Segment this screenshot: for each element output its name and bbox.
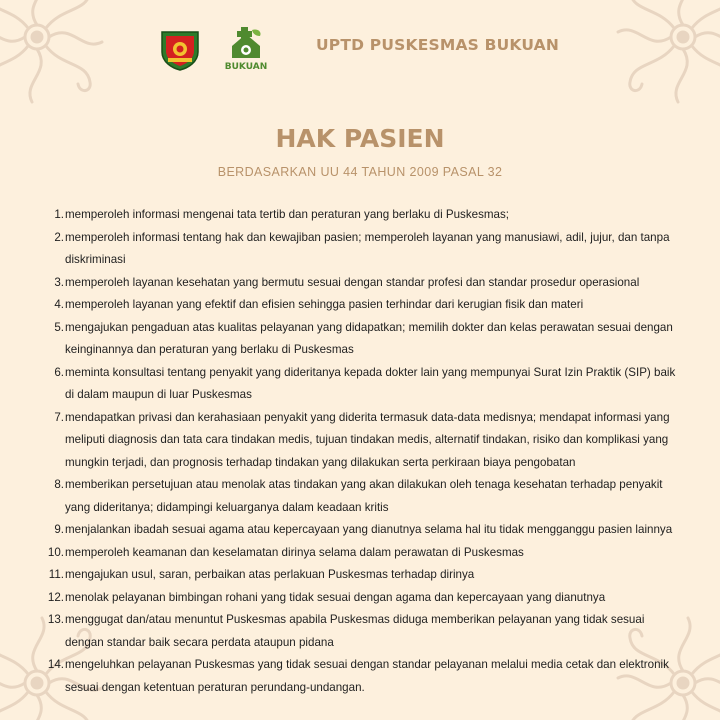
corner-ornament-top-left	[0, 0, 112, 112]
item-number: 11.	[48, 568, 64, 581]
list-item	[36, 204, 676, 227]
list-item	[36, 294, 676, 317]
item-text: menggugat dan/atau menuntut Puskesmas apabila Puskesmas diduga memberikan pelayanan yang tidak sesuai dengan standar baik secara perdata ataupun pidana	[65, 613, 645, 649]
logo-text: BUKUAN	[224, 62, 268, 72]
patient-rights-list	[36, 204, 676, 699]
list-item	[36, 609, 676, 654]
item-number: 9.	[54, 523, 64, 536]
list-item	[36, 362, 676, 407]
page-subtitle: BERDASARKAN UU 44 TAHUN 2009 PASAL 32	[217, 165, 503, 179]
item-text: mengeluhkan pelayanan Puskesmas yang tidak sesuai dengan standar pelayanan melalui media cetak dan elektronik sesuai dengan ketentuan peraturan perundang-undangan.	[65, 658, 669, 694]
list-item	[36, 542, 676, 565]
item-number: 13.	[47, 613, 64, 626]
list-item	[36, 564, 676, 587]
organization-name: UPTD PUSKESMAS BUKUAN	[316, 36, 560, 54]
item-text: memperoleh informasi tentang hak dan kewajiban pasien; memperoleh layanan yang manusiawi, adil, jujur, dan tanpa diskriminasi	[65, 230, 670, 266]
list-item	[36, 272, 676, 295]
item-number: 4.	[54, 298, 64, 311]
item-text: memperoleh keamanan dan keselamatan dirinya selama dalam perawatan di Puskesmas	[65, 545, 524, 559]
list-item	[36, 587, 676, 610]
item-text: mengajukan usul, saran, perbaikan atas perlakuan Puskesmas terhadap dirinya	[65, 568, 475, 581]
list-item	[36, 407, 676, 475]
corner-ornament-top-right	[608, 0, 720, 112]
list-item	[36, 474, 676, 519]
item-text: memperoleh informasi mengenai tata tertib dan peraturan yang berlaku di Puskesmas;	[65, 208, 510, 221]
item-number: 7.	[54, 410, 64, 424]
item-text: memperoleh layanan yang efektif dan efisien sehingga pasien terhindar dari kerugian fisik dan materi	[65, 298, 584, 311]
item-number: 6.	[54, 365, 64, 379]
list-item	[36, 654, 676, 699]
item-text: menjalankan ibadah sesuai agama atau kepercayaan yang dianutnya selama hal itu tidak mengganggu pasien lainnya	[65, 523, 673, 536]
item-number: 14.	[47, 658, 64, 671]
item-number: 3.	[54, 275, 64, 289]
page-title: HAK PASIEN	[275, 124, 445, 153]
item-text: menolak pelayanan bimbingan rohani yang tidak sesuai dengan agama dan kepercayaan yang dianutnya	[65, 590, 606, 604]
regency-emblem-logo	[158, 28, 202, 72]
item-number: 12.	[47, 590, 64, 604]
item-text: memberikan persetujuan atau menolak atas tindakan yang akan dilakukan oleh tenaga kesehatan terhadap penyakit yang dideritanya; didampingi keluarganya dalam keadaan kritis	[65, 478, 663, 514]
item-number: 2.	[54, 230, 64, 244]
list-item	[36, 519, 676, 542]
puskesmas-bukuan-logo	[224, 24, 268, 72]
item-text: meminta konsultasi tentang penyakit yang dideritanya kepada dokter lain yang mempunyai Surat Izin Praktik (SIP) baik di dalam maupun di luar Puskesmas	[65, 365, 676, 401]
list-item	[36, 227, 676, 272]
item-text: memperoleh layanan kesehatan yang bermutu sesuai dengan standar profesi dan standar prosedur operasional	[65, 275, 640, 289]
item-number: 5.	[54, 320, 64, 334]
list-item	[36, 317, 676, 362]
item-number: 8.	[54, 478, 64, 491]
item-text: mengajukan pengaduan atas kualitas pelayanan yang didapatkan; memilih dokter dan kelas perawatan sesuai dengan keinginannya dan peraturan yang berlaku di Puskesmas	[65, 320, 673, 356]
item-number: 1.	[54, 208, 64, 221]
item-text: mendapatkan privasi dan kerahasiaan penyakit yang diderita termasuk data-data medisnya; mendapat informasi yang meliputi diagnosis dan tata cara tindakan medis, tujuan tindakan medis, alternatif tindakan, risiko dan komplikasi yang mungkin terjadi, dan prognosis terhadap tindakan yang dilakukan serta perkiraan biaya pengobatan	[65, 410, 670, 469]
item-number: 10.	[47, 545, 64, 559]
